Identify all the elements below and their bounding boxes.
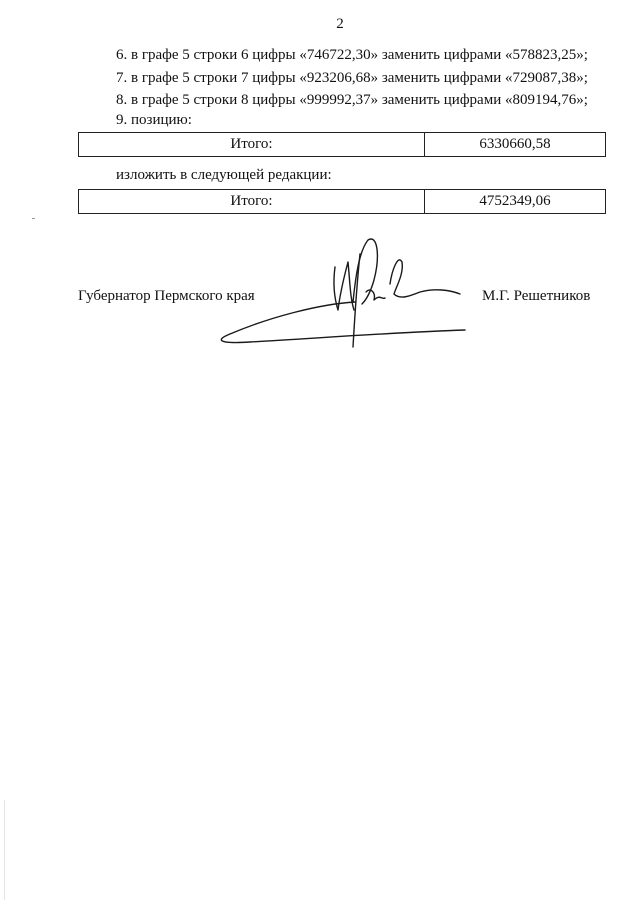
new-edition-text: изложить в следующей редакции:: [116, 167, 332, 183]
table-label-cell: Итого:: [79, 190, 425, 213]
table-label-cell: Итого:: [79, 133, 425, 156]
list-item: 6. в графе 5 строки 6 цифры «746722,30» заменить цифрами «578823,25»;: [116, 47, 588, 63]
scan-edge: [4, 800, 5, 900]
governor-title: Губернатор Пермского края: [78, 288, 255, 304]
list-item: 7. в графе 5 строки 7 цифры «923206,68» заменить цифрами «729087,38»;: [116, 70, 588, 86]
governor-name: М.Г. Решетников: [482, 288, 591, 304]
page-number: 2: [336, 16, 344, 32]
handwritten-signature: [210, 232, 480, 352]
table-value-cell: 6330660,58: [479, 136, 551, 152]
total-table-new: [78, 189, 606, 214]
total-table-old: [78, 132, 606, 157]
table-value-cell: 4752349,06: [479, 193, 551, 209]
scan-mark: [32, 218, 35, 219]
list-item: 8. в графе 5 строки 8 цифры «999992,37» заменить цифрами «809194,76»;: [116, 92, 588, 108]
list-item: 9. позицию:: [116, 112, 192, 128]
